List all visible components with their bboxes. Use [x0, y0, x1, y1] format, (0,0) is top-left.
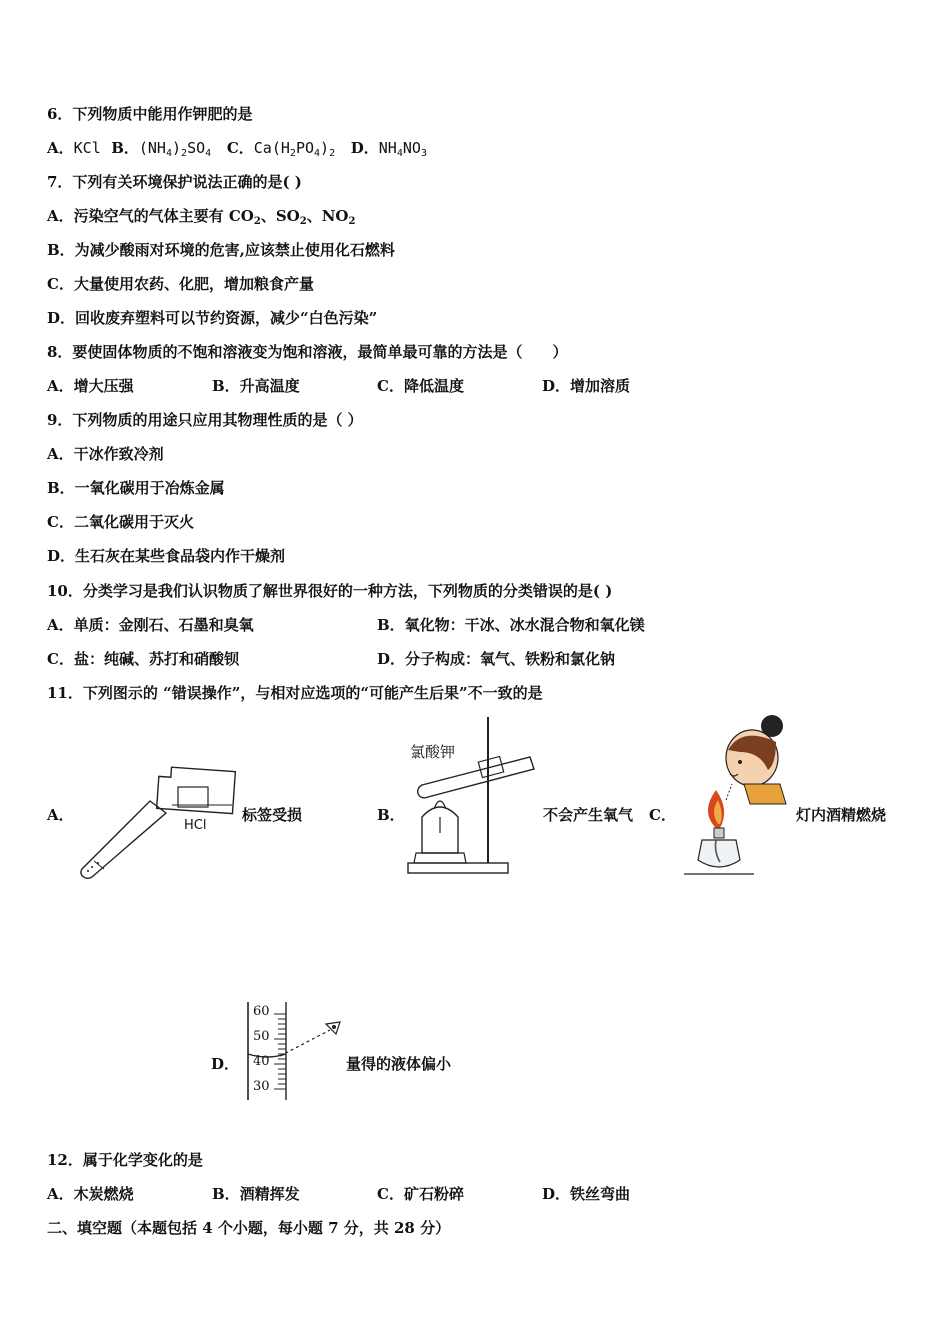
q7-a-sub2: 2: [299, 216, 307, 227]
q9-option-c: C．二氧化碳用于灭火: [47, 513, 194, 531]
q6-b-sub2: 2: [181, 148, 188, 159]
q12-option-d: D．铁丝弯曲: [542, 1185, 631, 1203]
q11-b-fig-label: 氯酸钾: [410, 743, 456, 761]
q6-b-post: SO: [187, 139, 206, 157]
q7-option-c: C．大量使用农药、化肥，增加粮食产量: [47, 275, 314, 293]
q6-options: [47, 137, 427, 159]
q11-d-tick-50: 50: [253, 1029, 270, 1044]
q6-c-pre: Ca(H: [253, 139, 290, 157]
q8-option-c: C．降低温度: [377, 377, 464, 395]
q7-a-sub1: 2: [253, 216, 261, 227]
q6-c-sub2: 4: [314, 148, 321, 159]
q7-a-mid: 、SO: [260, 207, 300, 225]
q10-option-d: D．分子构成：氧气、铁粉和氯化钠: [377, 650, 616, 668]
q11-a-figure: [72, 765, 242, 883]
q6-option-d-label: D．: [350, 139, 379, 157]
q11-d-tick-30: 30: [253, 1079, 270, 1094]
q11-a-fig-label: HCl: [184, 818, 207, 833]
q11-option-c-label: C．: [649, 806, 676, 824]
q12-option-b: B．酒精挥发: [212, 1185, 300, 1203]
q7-a-mid2: 、NO: [306, 207, 349, 225]
q11-d-tick-60: 60: [253, 1004, 270, 1019]
q10-option-a: A．单质：金刚石、石墨和臭氧: [47, 616, 254, 634]
q11-stem: 11．下列图示的 “错误操作”，与相对应选项的“可能产生后果”不一致的是: [47, 684, 543, 702]
q9-stem: 9．下列物质的用途只应用其物理性质的是（ ）: [47, 411, 363, 429]
q10-option-c: C．盐：纯碱、苏打和硝酸钡: [47, 650, 239, 668]
q9-option-d: D．生石灰在某些食品袋内作干燥剂: [47, 547, 286, 565]
q12-option-a: A．木炭燃烧: [47, 1185, 134, 1203]
q6-option-a-text: KCl: [73, 139, 101, 157]
q8-option-d: D．增加溶质: [542, 377, 631, 395]
q6-stem: 6．下列物质中能用作钾肥的是: [47, 105, 253, 123]
q11-option-a-result: 标签受损: [242, 806, 303, 824]
q7-option-a: [47, 205, 355, 227]
q9-option-b: B．一氧化碳用于冶炼金属: [47, 479, 225, 497]
q8-option-b: B．升高温度: [212, 377, 300, 395]
q12-option-c: C．矿石粉碎: [377, 1185, 464, 1203]
q6-c-sub1: 2: [289, 148, 296, 159]
q6-b-mid: ): [172, 139, 182, 157]
q8-stem: 8．要使固体物质的不饱和溶液变为饱和溶液，最简单最可靠的方法是（ ）: [47, 343, 568, 361]
q11-option-a-label: A．: [47, 806, 74, 824]
q11-option-b-label: B．: [377, 806, 405, 824]
q6-b-pre: (NH: [138, 139, 166, 157]
q6-c-sub3: 2: [329, 148, 336, 159]
q7-a-pre: A．污染空气的气体主要有 CO: [47, 207, 254, 225]
q6-d-pre: NH: [378, 139, 397, 157]
q6-c-mid2: ): [320, 139, 330, 157]
q9-option-a: A．干冰作致冷剂: [47, 445, 164, 463]
q11-option-d-label: D．: [211, 1055, 240, 1073]
q10-option-b: B．氧化物：干冰、冰水混合物和氧化镁: [377, 616, 645, 634]
q11-option-d-result: 量得的液体偏小: [346, 1055, 452, 1073]
q10-stem: 10．分类学习是我们认识物质了解世界很好的一种方法，下列物质的分类错误的是( ): [47, 582, 613, 600]
q6-option-b-label: B．: [111, 139, 139, 157]
q6-b-sub3: 4: [205, 148, 212, 159]
q7-a-sub3: 2: [348, 216, 356, 227]
q11-c-figure: [680, 712, 795, 882]
q6-option-c-label: C．: [226, 139, 254, 157]
q12-stem: 12．属于化学变化的是: [47, 1151, 203, 1169]
q6-d-sub2: 3: [420, 148, 427, 159]
q6-c-mid: PO: [295, 139, 314, 157]
q11-option-b-result: 不会产生氧气: [543, 806, 634, 824]
q7-option-d: D．回收废弃塑料可以节约资源，减少“白色污染”: [47, 309, 378, 327]
q6-d-sub1: 4: [396, 148, 403, 159]
q6-b-sub1: 4: [165, 148, 172, 159]
q7-stem: 7．下列有关环境保护说法正确的是( ): [47, 173, 302, 191]
q11-b-figure: [400, 713, 545, 878]
q7-option-b: B．为减少酸雨对环境的危害,应该禁止使用化石燃料: [47, 241, 395, 259]
section2-title: 二、填空题（本题包括 4 个小题，每小题 7 分，共 28 分）: [47, 1219, 451, 1237]
q8-option-a: A．增大压强: [47, 377, 134, 395]
q11-d-tick-40: 40: [253, 1054, 270, 1069]
q6-option-a-label: A．: [47, 139, 74, 157]
q6-d-mid: NO: [402, 139, 421, 157]
q11-option-c-result: 灯内酒精燃烧: [796, 806, 887, 824]
